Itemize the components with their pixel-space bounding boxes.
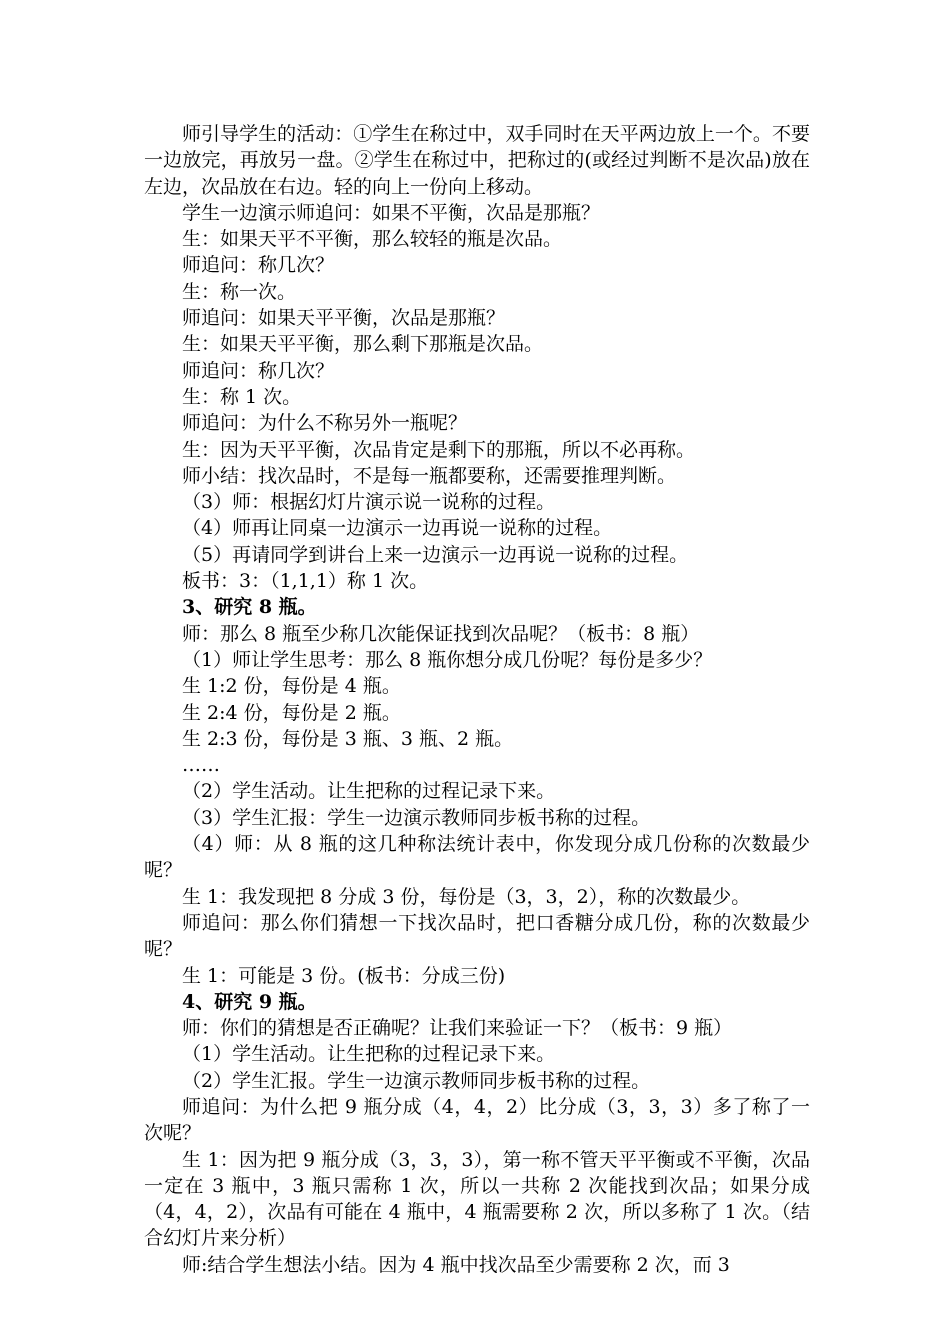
paragraph: 板书：3：（1,1,1）称 1 次。: [182, 570, 429, 593]
paragraph: 师追问：如果天平平衡，次品是那瓶？: [182, 307, 506, 330]
paragraph: 生：称一次。: [182, 280, 297, 303]
section-heading: 4、研究 9 瓶。: [182, 990, 317, 1013]
paragraph: 生：因为天平平衡，次品肯定是剩下的那瓶，所以不必再称。: [182, 438, 696, 461]
paragraph: 生：如果天平平衡，那么剩下那瓶是次品。: [182, 333, 544, 356]
paragraph: 生：如果天平不平衡，那么较轻的瓶是次品。: [182, 228, 563, 251]
paragraph: 师小结：找次品时，不是每一瓶都要称，还需要推理判断。: [182, 464, 677, 487]
paragraph: （4）师再让同桌一边演示一边再说一说称的过程。: [182, 517, 613, 540]
paragraph: 师：那么 8 瓶至少称几次能保证找到次品呢？（板书：8 瓶）: [182, 622, 700, 645]
paragraph: 师追问：称几次？: [182, 359, 335, 382]
paragraph: 师追问：那么你们猜想一下找次品时，把口香糖分成几份，称的次数最少呢？: [144, 911, 810, 961]
paragraph: （3）师：根据幻灯片演示说一说称的过程。: [182, 491, 556, 514]
paragraph: 师:结合学生想法小结。因为 4 瓶中找次品至少需要称 2 次，而 3: [182, 1253, 730, 1276]
paragraph: 师：你们的猜想是否正确呢？让我们来验证一下？（板书：9 瓶）: [182, 1017, 733, 1040]
paragraph: 生 1:2 份，每份是 4 瓶。: [182, 675, 401, 698]
paragraph: （4）师：从 8 瓶的这几种称法统计表中，你发现分成几份称的次数最少呢？: [144, 833, 810, 882]
paragraph: 生：称 1 次。: [182, 385, 302, 408]
document-body: [144, 121, 810, 1278]
paragraph: 师追问：为什么把 9 瓶分成（4，4，2）比分成（3，3，3）多了称了一次呢？: [144, 1095, 810, 1145]
paragraph: ……: [182, 754, 220, 777]
paragraph: 学生一边演示师追问：如果不平衡，次品是那瓶？: [182, 201, 601, 224]
section-heading: 3、研究 8 瓶。: [182, 596, 317, 619]
paragraph: （5）再请同学到讲台上来一边演示一边再说一说称的过程。: [182, 543, 689, 566]
paragraph: 师追问：称几次？: [182, 254, 335, 277]
paragraph: （2）学生活动。让生把称的过程记录下来。: [182, 780, 556, 803]
paragraph: 师引导学生的活动：①学生在称过中，双手同时在天平两边放上一个。不要一边放完，再放另一盘。②学生在称过中，把称过的(或经过判断不是次品)放在左边，次品放在右边。轻的向上一份向上移动。: [144, 123, 810, 198]
paragraph: （1）学生活动。让生把称的过程记录下来。: [182, 1043, 556, 1066]
paragraph: 生 1：我发现把 8 分成 3 份，每份是（3，3，2），称的次数最少。: [182, 885, 751, 908]
paragraph: （3）学生汇报：学生一边演示教师同步板书称的过程。: [182, 806, 651, 829]
paragraph: （2）学生汇报。学生一边演示教师同步板书称的过程。: [182, 1069, 651, 1092]
paragraph: （1）师让学生思考：那么 8 瓶你想分成几份呢？每份是多少？: [182, 648, 713, 671]
paragraph: 生 2:3 份，每份是 3 瓶、3 瓶、2 瓶。: [182, 727, 514, 750]
paragraph: 师追问：为什么不称另外一瓶呢？: [182, 412, 468, 435]
paragraph: 生 1：因为把 9 瓶分成（3，3，3），第一称不管天平平衡或不平衡，次品一定在 3 瓶中，3 瓶只需称 1 次，所以一共称 2 次能找到次品；如果分成（4，4，2），次品有可能在 4 瓶中，4 瓶需要称 2 次，所以多称了 1 次。（结合幻灯片来分析）: [144, 1148, 810, 1250]
paragraph: 生 2:4 份，每份是 2 瓶。: [182, 701, 401, 724]
paragraph: 生 1：可能是 3 份。(板书：分成三份): [182, 964, 506, 987]
